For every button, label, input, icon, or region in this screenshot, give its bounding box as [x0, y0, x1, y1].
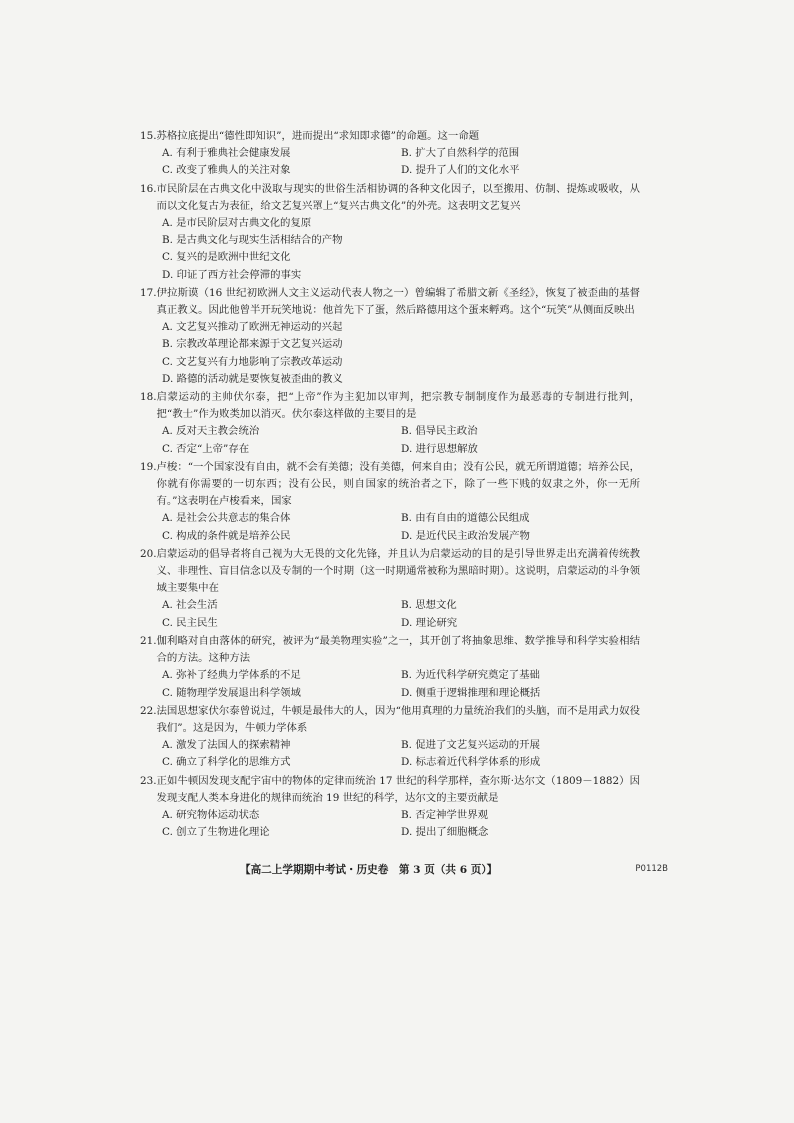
question-number: 18.	[140, 391, 157, 404]
answer-option: D. 提升了人们的文化水平	[401, 164, 520, 177]
option-row	[162, 824, 640, 841]
question-stem	[140, 773, 640, 807]
option-row	[162, 754, 640, 771]
answer-option: A. 研究物体运动状态	[162, 808, 260, 821]
footer-title: 【高二上学期期中考试・历史卷 第 3 页（共 6 页）】	[240, 864, 498, 876]
answer-options	[140, 510, 640, 544]
answer-option: A. 弥补了经典力学体系的不足	[162, 669, 301, 682]
answer-option: D. 提出了细胞概念	[401, 826, 489, 839]
answer-option: A. 是社会公共意志的集合体	[162, 512, 291, 525]
question-number: 15.	[140, 130, 157, 142]
question-stem	[140, 181, 640, 215]
question-item	[140, 703, 640, 772]
question-item	[140, 389, 640, 458]
answer-options	[140, 597, 640, 631]
question-item	[140, 285, 640, 388]
question-item	[140, 128, 640, 180]
option-row	[162, 441, 640, 458]
question-stem	[140, 285, 640, 319]
answer-option: D. 侧重于逻辑推理和理论概括	[401, 686, 541, 699]
option-row	[162, 615, 640, 632]
answer-option: A. 文艺复兴推动了欧洲无神运动的兴起	[162, 321, 343, 334]
answer-option: B. 否定神学世界观	[401, 808, 488, 821]
answer-option: A. 激发了法国人的探索精神	[162, 739, 291, 752]
answer-option: B. 扩大了自然科学的范围	[401, 147, 520, 160]
answer-option: D. 理论研究	[401, 616, 458, 629]
option-row	[162, 667, 640, 684]
answer-option: B. 为近代科学研究奠定了基础	[401, 669, 540, 682]
answer-options	[140, 667, 640, 701]
answer-options	[140, 215, 640, 284]
question-number: 22.	[140, 704, 157, 717]
question-stem	[140, 389, 640, 423]
answer-option: A. 是市民阶层对古典文化的复原	[162, 217, 312, 230]
option-row	[162, 145, 640, 162]
question-item	[140, 181, 640, 284]
answer-option: C. 否定“上帝”存在	[162, 442, 250, 455]
answer-option: A. 反对天主教会统治	[162, 425, 260, 438]
answer-option: B. 由有自由的道德公民组成	[401, 512, 530, 525]
answer-option: B. 倡导民主政治	[401, 425, 478, 438]
answer-options	[140, 807, 640, 841]
question-list	[140, 128, 640, 842]
question-text: 伊拉斯谟（16 世纪初欧洲人文主义运动代表人物之一）曾编辑了希腊文新《圣经》，恢复了被歪曲的基督真正教义。因此他曾半开玩笑地说：他首先下了蛋，然后路德用这个蛋来孵鸡。这个“玩笑”从侧面反映出	[156, 286, 640, 317]
answer-option: D. 进行思想解放	[401, 442, 478, 455]
question-text: 正如牛顿因发现支配宇宙中的物体的定律而统治 17 世纪的科学那样，查尔斯·达尔文（1809－1882）因发现支配人类本身进化的规律而统治 19 世纪的科学，达尔文的主要贡献是	[156, 774, 640, 804]
question-text: 伽利略对自由落体的研究，被评为“最美物理实验”之一，其开创了将抽象思维、数学推导和科学实验相结合的方法。这种方法	[156, 634, 640, 665]
question-item	[140, 546, 640, 632]
answer-option: C. 文艺复兴有力地影响了宗教改革运动	[162, 355, 343, 368]
answer-option: D. 印证了西方社会停滞的事实	[162, 268, 302, 281]
question-number: 19.	[140, 460, 157, 473]
answer-option: D. 路德的活动就是要恢复被歪曲的教义	[162, 372, 343, 385]
option-row	[162, 528, 640, 545]
question-number: 16.	[140, 182, 157, 195]
option-row	[162, 737, 640, 754]
option-row	[162, 597, 640, 614]
option-row	[162, 510, 640, 527]
answer-option: C. 创立了生物进化理论	[162, 826, 270, 839]
answer-option: A. 社会生活	[162, 599, 218, 612]
question-stem	[140, 128, 640, 145]
question-text: 法国思想家伏尔泰曾说过，牛顿是最伟大的人，因为“他用真理的力量统治我们的头脑，而不是用武力奴役我们”。这是因为，牛顿力学体系	[156, 704, 640, 734]
answer-option: B. 宗教改革理论都来源于文艺复兴运动	[162, 338, 343, 351]
answer-option: B. 是古典文化与现实生活相结合的产物	[162, 234, 343, 247]
question-text: 卢梭：“一个国家没有自由，就不会有美德；没有美德，何来自由；没有公民，就无所谓道德；培养公民，你就有你需要的一切东西；没有公民，则自国家的统治者之下，除了一些下贱的奴隶之外，你一无所有。”这表明在卢梭看来，国家	[156, 460, 640, 508]
answer-option: C. 改变了雅典人的关注对象	[162, 164, 291, 177]
question-item	[140, 773, 640, 842]
answer-option: B. 促进了文艺复兴运动的开展	[401, 739, 540, 752]
question-text: 启蒙运动的主帅伏尔泰，把“上帝”作为主犯加以审判，把宗教专制制度作为最恶毒的专制进行批判，把“教士”作为败类加以消灭。伏尔泰这样做的主要目的是	[156, 391, 640, 421]
answer-option: D. 是近代民主政治发展产物	[401, 529, 530, 542]
question-stem	[140, 633, 640, 667]
question-number: 21.	[140, 634, 157, 647]
option-row	[162, 685, 640, 702]
question-stem	[140, 703, 640, 737]
answer-options	[140, 145, 640, 179]
question-text: 市民阶层在古典文化中汲取与现实的世俗生活相协调的各种文化因子，以至搬用、仿制、提炼或吸收，从而以文化复古为表征，给文艺复兴罩上“复兴古典文化”的外壳。这表明文艺复兴	[156, 182, 640, 212]
answer-option: B. 思想文化	[401, 599, 457, 612]
option-row	[162, 807, 640, 824]
answer-option: D. 标志着近代科学体系的形成	[401, 756, 541, 769]
answer-option: C. 确立了科学化的思维方式	[162, 756, 291, 769]
question-item	[140, 459, 640, 545]
question-text: 苏格拉底提出“德性即知识”，进而提出“求知即求德”的命题。这一命题	[156, 130, 480, 142]
question-stem	[140, 546, 640, 598]
answer-option: A. 有利于雅典社会健康发展	[162, 147, 291, 160]
question-item	[140, 633, 640, 702]
footer-code: P0112B	[635, 864, 668, 874]
question-number: 20.	[140, 547, 157, 560]
answer-options	[140, 319, 640, 388]
answer-option: C. 复兴的是欧洲中世纪文化	[162, 251, 291, 264]
answer-options	[140, 737, 640, 771]
option-row	[162, 423, 640, 440]
question-stem	[140, 459, 640, 511]
answer-option: C. 民主民生	[162, 616, 218, 629]
answer-option: C. 构成的条件就是培养公民	[162, 529, 291, 542]
question-text: 启蒙运动的倡导者将自己视为大无畏的文化先锋，并且认为启蒙运动的目的是引导世界走出充满着传统教义、非理性、盲目信念以及专制的一个时期（这一时期通常被称为黑暗时期）。这说明，启蒙运动的斗争领域主要集中在	[156, 547, 640, 595]
answer-option: C. 随物理学发展退出科学领域	[162, 686, 301, 699]
option-row	[162, 162, 640, 179]
question-number: 23.	[140, 774, 157, 787]
answer-options	[140, 423, 640, 457]
question-number: 17.	[140, 286, 157, 299]
